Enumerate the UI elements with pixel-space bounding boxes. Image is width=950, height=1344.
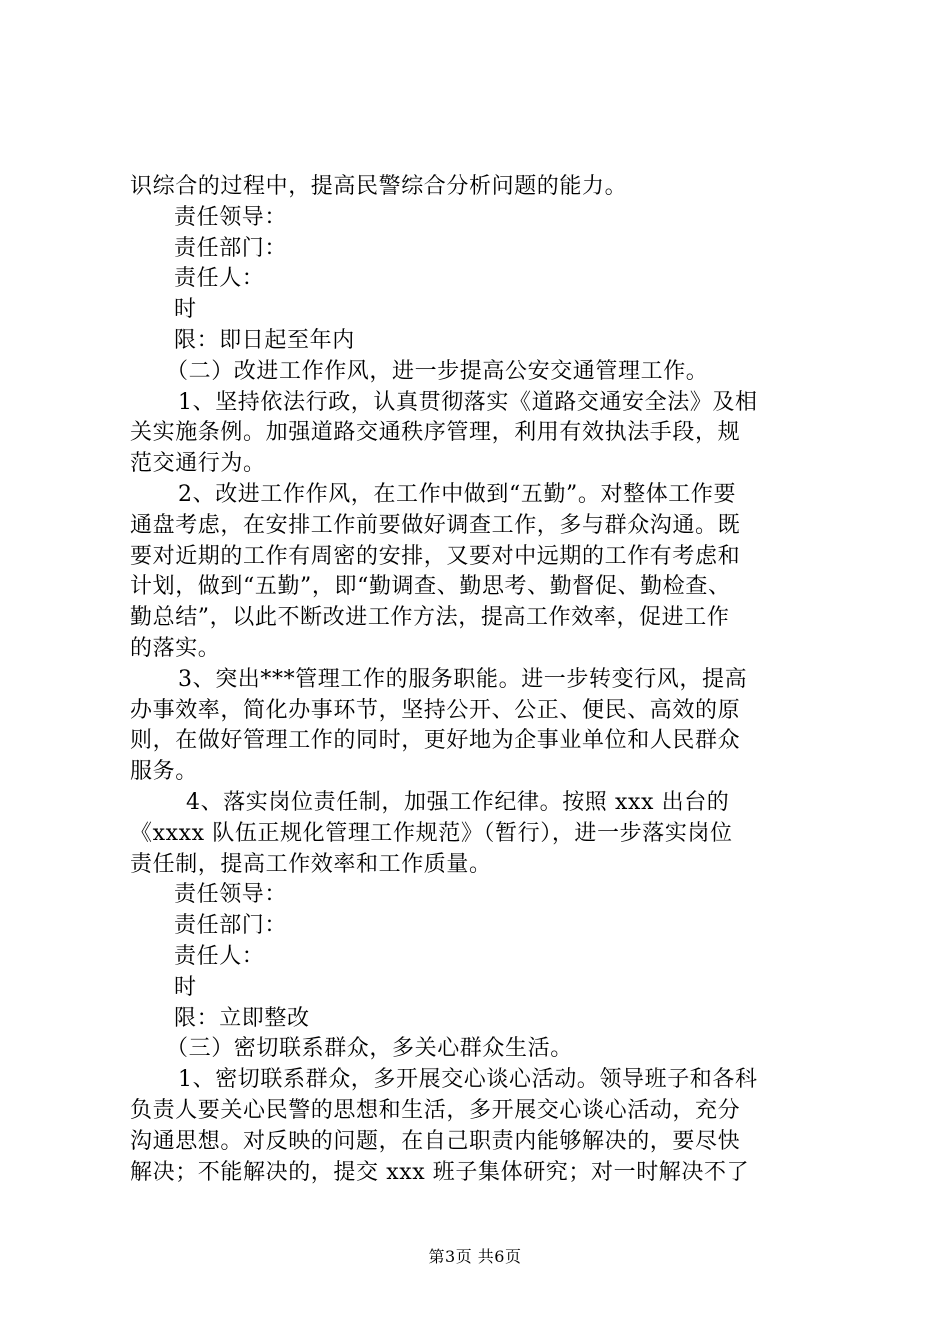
- text-line: 勤总结”，以此不断改进工作方法，提高工作效率，促进工作: [130, 605, 730, 631]
- text-line: 责任人：: [174, 943, 265, 969]
- text-line: 责任制，提高工作效率和工作质量。: [130, 851, 492, 877]
- text-line: 识综合的过程中，提高民警综合分析问题的能力。: [130, 174, 628, 199]
- text-line: 关实施条例。加强道路交通秩序管理，利用有效执法手段，规: [130, 420, 741, 446]
- text-line: 沟通思想。对反映的问题，在自己职责内能够解决的，要尽快: [130, 1128, 741, 1154]
- text-line: 时: [174, 297, 197, 323]
- section-heading: （三）密切联系群众，多关心群众生活。: [166, 1036, 573, 1062]
- text-line: 的落实。: [130, 635, 221, 661]
- section-heading: （二）改进工作作风，进一步提高公安交通管理工作。: [166, 358, 709, 384]
- text-line: 通盘考虑，在安排工作前要做好调查工作，多与群众沟通。既: [130, 512, 741, 538]
- text-line: 《xxxx 队伍正规化管理工作规范》（暂行），进一步落实岗位: [130, 820, 733, 846]
- text-line: 责任领导：: [174, 882, 288, 908]
- text-line: 2、改进工作作风，在工作中做到“五勤”。对整体工作要: [178, 481, 737, 507]
- text-line: 要对近期的工作有周密的安排，又要对中远期的工作有考虑和: [130, 543, 741, 569]
- text-line: 计划，做到“五勤”，即“勤调查、勤思考、勤督促、勤检查、: [130, 574, 731, 600]
- text-line: 办事效率，简化办事环节，坚持公开、公正、便民、高效的原: [130, 697, 741, 723]
- text-line: 时: [174, 974, 197, 1000]
- text-line: 则，在做好管理工作的同时，更好地为企事业单位和人民群众: [130, 728, 741, 754]
- text-line: 限：即日起至年内: [174, 327, 355, 353]
- text-line: 4、落实岗位责任制，加强工作纪律。按照 xxx 出台的: [186, 789, 730, 815]
- text-line: 1、坚持依法行政，认真贯彻落实《道路交通安全法》及相: [178, 389, 758, 415]
- text-line: 责任人：: [174, 266, 265, 292]
- text-line: 责任领导：: [174, 204, 288, 230]
- text-line: 解决；不能解决的，提交 xxx 班子集体研究；对一时解决不了: [130, 1159, 750, 1185]
- document-body: [130, 172, 830, 1188]
- text-line: 责任部门：: [174, 235, 288, 261]
- text-line: 限：立即整改: [174, 1005, 310, 1031]
- text-line: 3、突出***管理工作的服务职能。进一步转变行风，提高: [178, 666, 748, 692]
- page-footer: 第3页 共6页: [428, 1247, 522, 1266]
- text-line: 1、密切联系群众，多开展交心谈心活动。领导班子和各科: [178, 1067, 758, 1093]
- text-line: 责任部门：: [174, 913, 288, 939]
- text-line: 范交通行为。: [130, 451, 266, 477]
- text-line: 负责人要关心民警的思想和生活，多开展交心谈心活动，充分: [130, 1097, 741, 1123]
- text-line: 服务。: [130, 759, 198, 785]
